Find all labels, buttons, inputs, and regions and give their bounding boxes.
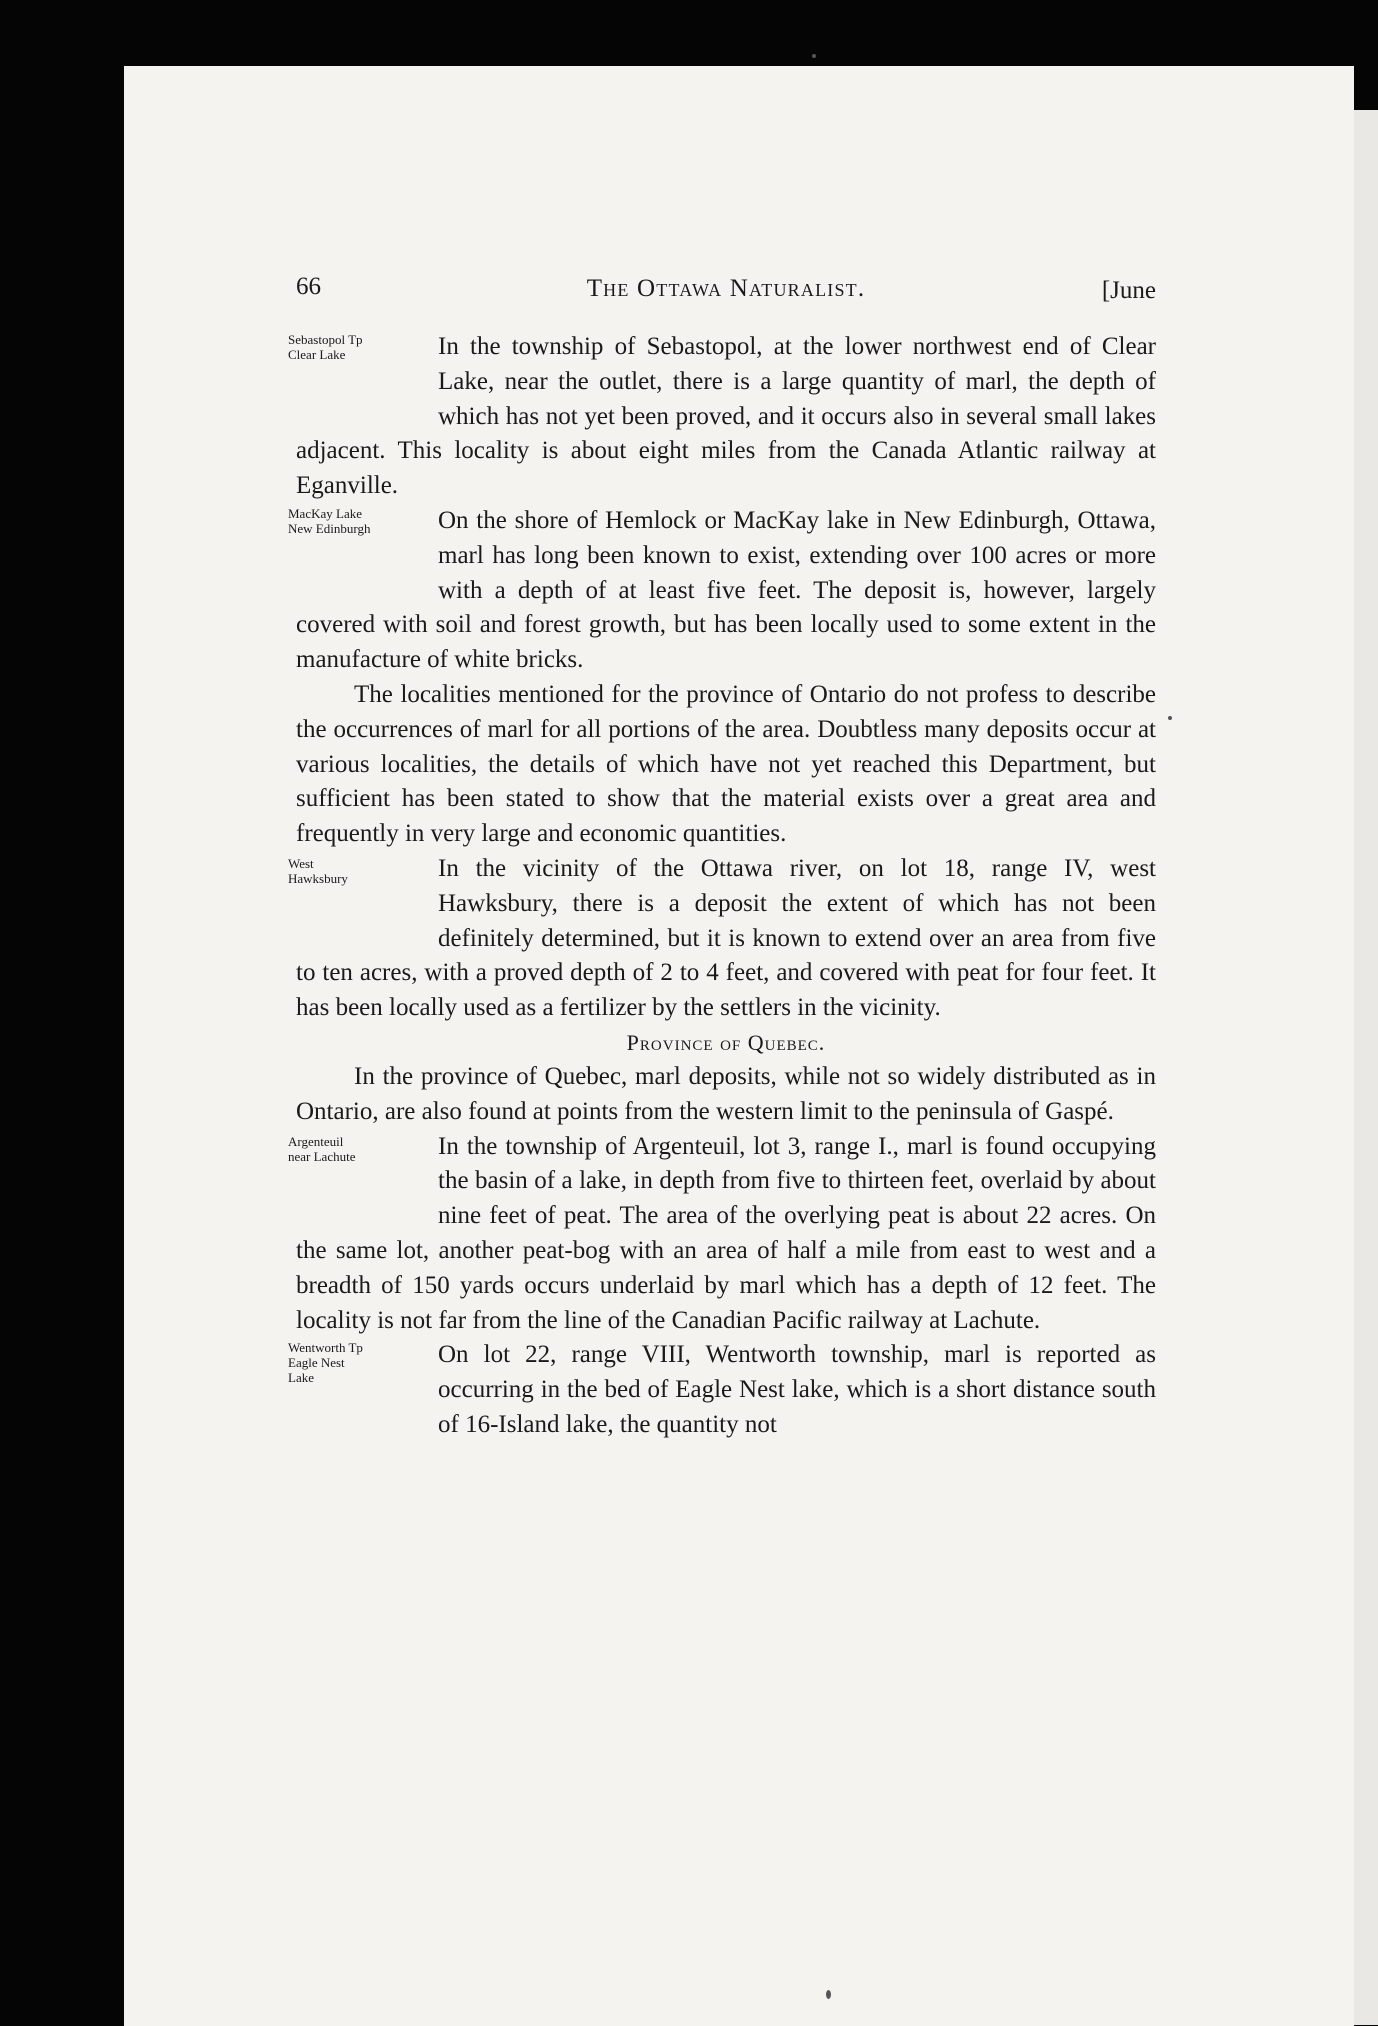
facing-page-edge (1354, 110, 1378, 2025)
entry-argenteuil (288, 1130, 1156, 1339)
paragraph: In the vicinity of the Ottawa river, on lot 18, range IV, west Hawksbury, there is a deposit the extent of which has not been definitely determined, but it is known to extend over an area from five to ten acres, with a proved depth of 2 to 4 feet, and covered with peat for four feet. It has been locally used as a fertilizer by the settlers in the vicinity. (296, 854, 1156, 1022)
entry-west-hawksbury (288, 852, 1156, 1026)
page-content (288, 270, 1156, 1443)
paragraph: On the shore of Hemlock or MacKay lake in New Edinburgh, Ottawa, marl has long been known to exist, extending over 100 acres or more with a depth of at least five feet. The deposit is, however, largely covered with soil and forest growth, but has been locally used to some extent in the manufacture of white bricks. (296, 506, 1156, 674)
paragraph: The localities mentioned for the province of Ontario do not profess to describe the occurrences of marl for all portions of the area. Doubtless many deposits occur at various localities, the details of which have not yet reached this Department, but sufficient has been stated to show that the material exists over a great area and frequently in very large and economic quantities. (296, 680, 1156, 848)
entry-wentworth (288, 1338, 1156, 1442)
scan-speck (812, 54, 816, 58)
entry-ontario-summary (296, 678, 1156, 852)
paragraph: On lot 22, range VIII, Wentworth township, marl is reported as occurring in the bed of Eagle Nest lake, which is a short distance south of 16-Island lake, the quantity not (438, 1341, 1156, 1438)
margin-note: Sebastopol Tp Clear Lake (288, 332, 363, 362)
entry-mackay-lake (288, 504, 1156, 678)
running-header (296, 270, 1156, 330)
margin-note: Argenteuil near Lachute (288, 1133, 356, 1164)
paragraph: In the province of Quebec, marl deposits, while not so widely distributed as in Ontario, are also found at points from the western limit to the peninsula of Gaspé. (296, 1062, 1156, 1125)
entry-quebec-intro (296, 1060, 1156, 1130)
paragraph: In the township of Argenteuil, lot 3, range I., marl is found occupying the basin of a lake, in depth from five to thirteen feet, overlaid by about nine feet of peat. The area of the overlying peat is about 22 acres. On the same lot, another peat-bog with an area of half a mile from east to west and a breadth of 150 yards occurs underlaid by marl which has a depth of 12 feet. The locality is not far from the line of the Canadian Pacific railway at Lachute. (296, 1132, 1156, 1334)
journal-title: The Ottawa Naturalist. (586, 275, 866, 302)
scan-speck (826, 1990, 831, 1999)
page-number: 66 (296, 273, 321, 300)
scan-speck (1168, 716, 1172, 720)
margin-note: West Hawksbury (288, 855, 348, 886)
margin-note: MacKay Lake New Edinburgh (288, 505, 371, 536)
entry-sebastopol (288, 330, 1156, 504)
margin-note: Wentworth Tp Eagle Nest Lake (288, 1340, 363, 1386)
section-heading: Province of Quebec. (626, 1029, 826, 1055)
paragraph: In the township of Sebastopol, at the lower northwest end of Clear Lake, near the outlet, there is a large quantity of marl, the depth of which has not yet been proved, and it occurs also in several small lakes adjacent. This locality is about eight miles from the Canada Atlantic railway at Eganville. (296, 333, 1156, 500)
issue-month: [June (1101, 277, 1156, 304)
